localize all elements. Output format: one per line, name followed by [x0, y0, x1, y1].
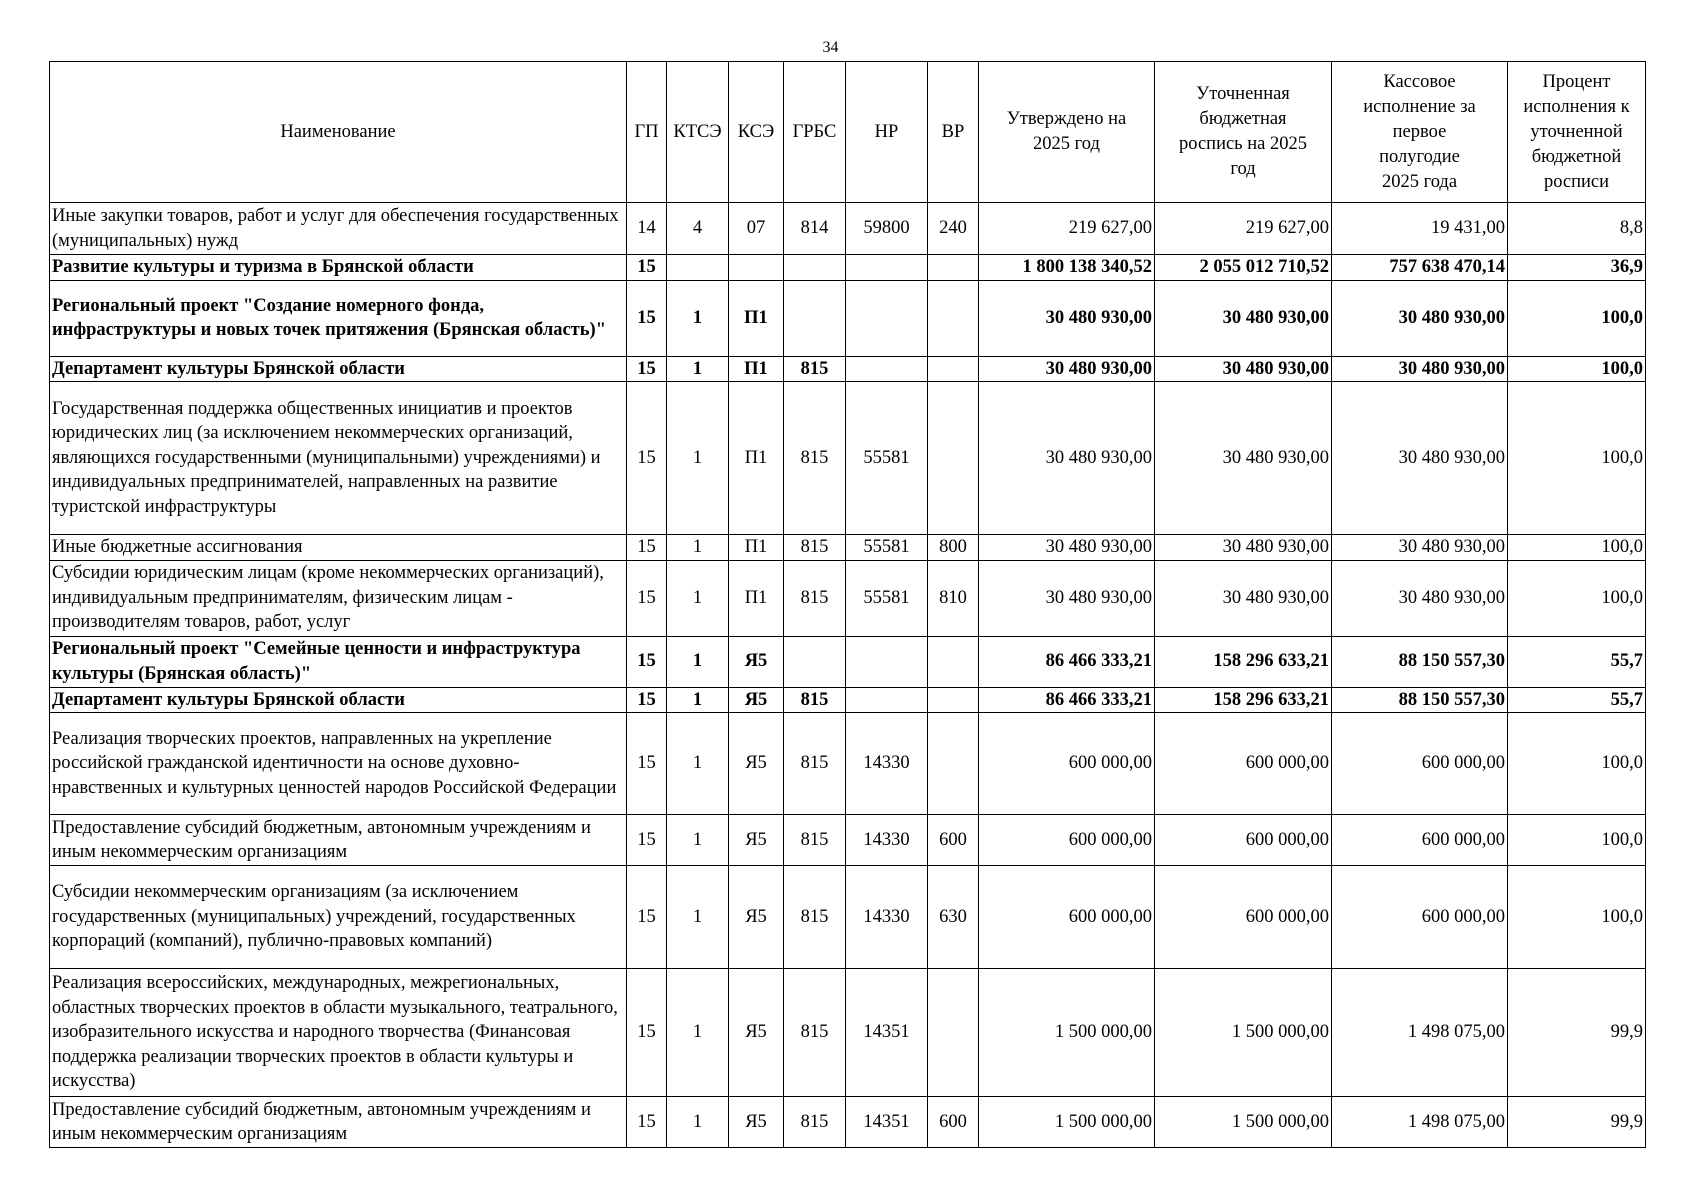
row-refined: 30 480 930,00 — [1155, 535, 1332, 561]
row-name: Департамент культуры Брянской области — [50, 687, 627, 713]
row-cash: 30 480 930,00 — [1332, 560, 1508, 636]
row-grbs — [784, 280, 846, 356]
table-row — [50, 280, 1646, 356]
row-gp: 15 — [627, 815, 667, 866]
row-name: Региональный проект "Семейные ценности и инфраструктура культуры (Брянская область)" — [50, 636, 627, 687]
row-percent: 99,9 — [1508, 969, 1646, 1097]
row-vr: 600 — [928, 815, 979, 866]
row-approved: 1 500 000,00 — [979, 1097, 1155, 1148]
row-ktse: 1 — [667, 280, 729, 356]
row-cash: 1 498 075,00 — [1332, 969, 1508, 1097]
row-vr — [928, 969, 979, 1097]
row-grbs: 815 — [784, 535, 846, 561]
row-percent: 55,7 — [1508, 636, 1646, 687]
row-gp: 15 — [627, 713, 667, 815]
row-percent: 100,0 — [1508, 280, 1646, 356]
row-ktse — [667, 255, 729, 281]
row-vr — [928, 636, 979, 687]
row-nr — [846, 356, 928, 382]
row-cash: 88 150 557,30 — [1332, 636, 1508, 687]
row-approved: 600 000,00 — [979, 713, 1155, 815]
row-grbs: 815 — [784, 560, 846, 636]
row-percent: 55,7 — [1508, 687, 1646, 713]
row-refined: 219 627,00 — [1155, 203, 1332, 255]
row-kse — [729, 255, 784, 281]
row-refined: 158 296 633,21 — [1155, 687, 1332, 713]
row-gp: 15 — [627, 866, 667, 969]
table-row — [50, 636, 1646, 687]
row-kse: Я5 — [729, 815, 784, 866]
row-name: Департамент культуры Брянской области — [50, 356, 627, 382]
row-percent: 100,0 — [1508, 382, 1646, 535]
row-kse: Я5 — [729, 687, 784, 713]
row-name: Реализация творческих проектов, направленных на укрепление российской гражданской идентичности на основе духовно-нравственных и культурных ценностей народов Российской Федерации — [50, 713, 627, 815]
row-refined: 600 000,00 — [1155, 815, 1332, 866]
row-kse: Я5 — [729, 713, 784, 815]
row-grbs: 815 — [784, 713, 846, 815]
row-name: Иные бюджетные ассигнования — [50, 535, 627, 561]
row-refined: 30 480 930,00 — [1155, 356, 1332, 382]
header-name: Наименование — [50, 62, 627, 203]
row-gp: 15 — [627, 636, 667, 687]
row-vr — [928, 687, 979, 713]
row-percent: 100,0 — [1508, 560, 1646, 636]
row-approved: 30 480 930,00 — [979, 280, 1155, 356]
table-row — [50, 560, 1646, 636]
header-refined: Уточненная бюджетная роспись на 2025 год — [1155, 62, 1332, 203]
row-nr — [846, 255, 928, 281]
row-grbs: 815 — [784, 356, 846, 382]
row-refined: 2 055 012 710,52 — [1155, 255, 1332, 281]
row-vr — [928, 255, 979, 281]
row-cash: 600 000,00 — [1332, 815, 1508, 866]
row-refined: 30 480 930,00 — [1155, 280, 1332, 356]
row-percent: 100,0 — [1508, 713, 1646, 815]
table-row — [50, 815, 1646, 866]
row-nr: 55581 — [846, 382, 928, 535]
row-grbs: 815 — [784, 969, 846, 1097]
row-gp: 15 — [627, 356, 667, 382]
row-grbs: 815 — [784, 866, 846, 969]
row-name: Субсидии юридическим лицам (кроме некоммерческих организаций), индивидуальным предпринимателям, физическим лицам - производителям товаров, работ, услуг — [50, 560, 627, 636]
row-name: Предоставление субсидий бюджетным, автономным учреждениям и иным некоммерческим организациям — [50, 1097, 627, 1148]
row-gp: 15 — [627, 382, 667, 535]
header-kse: КСЭ — [729, 62, 784, 203]
row-approved: 1 800 138 340,52 — [979, 255, 1155, 281]
row-percent: 100,0 — [1508, 535, 1646, 561]
row-approved: 30 480 930,00 — [979, 356, 1155, 382]
row-name: Реализация всероссийских, международных, межрегиональных, областных творческих проектов в области музыкального, театрального, изобразительного искусства и народного творчества (Финансовая поддержка реализации творческих проектов в области культуры и искусства) — [50, 969, 627, 1097]
row-percent: 100,0 — [1508, 356, 1646, 382]
row-approved: 30 480 930,00 — [979, 382, 1155, 535]
row-nr — [846, 687, 928, 713]
header-gp: ГП — [627, 62, 667, 203]
table-row — [50, 382, 1646, 535]
row-gp: 14 — [627, 203, 667, 255]
row-cash: 30 480 930,00 — [1332, 356, 1508, 382]
row-kse: П1 — [729, 535, 784, 561]
row-kse: П1 — [729, 280, 784, 356]
row-percent: 99,9 — [1508, 1097, 1646, 1148]
row-ktse: 1 — [667, 969, 729, 1097]
row-name: Развитие культуры и туризма в Брянской области — [50, 255, 627, 281]
row-ktse: 1 — [667, 356, 729, 382]
row-percent: 100,0 — [1508, 815, 1646, 866]
row-vr: 240 — [928, 203, 979, 255]
row-cash: 88 150 557,30 — [1332, 687, 1508, 713]
row-percent: 100,0 — [1508, 866, 1646, 969]
row-ktse: 1 — [667, 382, 729, 535]
row-ktse: 4 — [667, 203, 729, 255]
row-kse: Я5 — [729, 866, 784, 969]
row-percent: 36,9 — [1508, 255, 1646, 281]
table-row — [50, 866, 1646, 969]
row-ktse: 1 — [667, 866, 729, 969]
row-vr: 800 — [928, 535, 979, 561]
row-ktse: 1 — [667, 535, 729, 561]
header-percent: Процент исполнения к уточненной бюджетной росписи — [1508, 62, 1646, 203]
row-nr — [846, 280, 928, 356]
row-vr: 630 — [928, 866, 979, 969]
row-kse: Я5 — [729, 636, 784, 687]
row-gp: 15 — [627, 1097, 667, 1148]
row-kse: П1 — [729, 356, 784, 382]
page-number-text: 34 — [822, 39, 839, 56]
row-refined: 158 296 633,21 — [1155, 636, 1332, 687]
row-grbs: 815 — [784, 687, 846, 713]
row-kse: П1 — [729, 382, 784, 535]
table-row — [50, 203, 1646, 255]
row-gp: 15 — [627, 535, 667, 561]
row-name: Государственная поддержка общественных инициатив и проектов юридических лиц (за исключением некоммерческих организаций, являющихся государственными (муниципальными) учреждениями) и индивидуальных предпринимателей, направленных на развитие туристской инфраструктуры — [50, 382, 627, 535]
row-approved: 30 480 930,00 — [979, 560, 1155, 636]
row-refined: 600 000,00 — [1155, 713, 1332, 815]
row-cash: 1 498 075,00 — [1332, 1097, 1508, 1148]
page-number — [0, 39, 1691, 57]
row-kse: 07 — [729, 203, 784, 255]
row-grbs — [784, 255, 846, 281]
row-approved: 86 466 333,21 — [979, 636, 1155, 687]
table-row — [50, 1097, 1646, 1148]
table-row — [50, 969, 1646, 1097]
header-ktse: КТСЭ — [667, 62, 729, 203]
row-vr: 810 — [928, 560, 979, 636]
row-cash: 600 000,00 — [1332, 713, 1508, 815]
budget-table — [49, 61, 1646, 1148]
row-vr — [928, 382, 979, 535]
row-grbs: 815 — [784, 815, 846, 866]
row-cash: 30 480 930,00 — [1332, 535, 1508, 561]
header-grbs: ГРБС — [784, 62, 846, 203]
row-ktse: 1 — [667, 636, 729, 687]
table-header-row — [50, 62, 1646, 203]
row-cash: 757 638 470,14 — [1332, 255, 1508, 281]
row-kse: П1 — [729, 560, 784, 636]
row-kse: Я5 — [729, 1097, 784, 1148]
row-nr: 59800 — [846, 203, 928, 255]
row-nr: 14351 — [846, 1097, 928, 1148]
row-gp: 15 — [627, 560, 667, 636]
row-approved: 219 627,00 — [979, 203, 1155, 255]
row-cash: 30 480 930,00 — [1332, 382, 1508, 535]
row-approved: 86 466 333,21 — [979, 687, 1155, 713]
row-name: Иные закупки товаров, работ и услуг для обеспечения государственных (муниципальных) нужд — [50, 203, 627, 255]
row-vr: 600 — [928, 1097, 979, 1148]
row-approved: 600 000,00 — [979, 815, 1155, 866]
header-cash: Кассовое исполнение за первое полугодие 2025 года — [1332, 62, 1508, 203]
table-row — [50, 713, 1646, 815]
row-cash: 600 000,00 — [1332, 866, 1508, 969]
row-grbs: 815 — [784, 1097, 846, 1148]
header-vr: ВР — [928, 62, 979, 203]
row-nr: 55581 — [846, 560, 928, 636]
row-refined: 30 480 930,00 — [1155, 560, 1332, 636]
row-grbs: 815 — [784, 382, 846, 535]
row-name: Предоставление субсидий бюджетным, автономным учреждениям и иным некоммерческим организациям — [50, 815, 627, 866]
row-nr: 14330 — [846, 815, 928, 866]
row-refined: 1 500 000,00 — [1155, 1097, 1332, 1148]
row-kse: Я5 — [729, 969, 784, 1097]
table-row — [50, 535, 1646, 561]
row-refined: 30 480 930,00 — [1155, 382, 1332, 535]
header-nr: НР — [846, 62, 928, 203]
row-grbs: 814 — [784, 203, 846, 255]
row-refined: 1 500 000,00 — [1155, 969, 1332, 1097]
row-vr — [928, 280, 979, 356]
row-nr — [846, 636, 928, 687]
row-cash: 30 480 930,00 — [1332, 280, 1508, 356]
row-cash: 19 431,00 — [1332, 203, 1508, 255]
row-grbs — [784, 636, 846, 687]
row-vr — [928, 356, 979, 382]
row-gp: 15 — [627, 280, 667, 356]
row-approved: 30 480 930,00 — [979, 535, 1155, 561]
row-name: Субсидии некоммерческим организациям (за исключением государственных (муниципальных) учреждений, государственных корпораций (компаний), публично-правовых компаний) — [50, 866, 627, 969]
row-ktse: 1 — [667, 713, 729, 815]
header-approved: Утверждено на 2025 год — [979, 62, 1155, 203]
table-row — [50, 356, 1646, 382]
row-approved: 1 500 000,00 — [979, 969, 1155, 1097]
table-row — [50, 255, 1646, 281]
row-approved: 600 000,00 — [979, 866, 1155, 969]
table-row — [50, 687, 1646, 713]
row-nr: 14351 — [846, 969, 928, 1097]
row-ktse: 1 — [667, 815, 729, 866]
row-nr: 55581 — [846, 535, 928, 561]
row-nr: 14330 — [846, 866, 928, 969]
row-ktse: 1 — [667, 1097, 729, 1148]
row-nr: 14330 — [846, 713, 928, 815]
row-gp: 15 — [627, 255, 667, 281]
row-percent: 8,8 — [1508, 203, 1646, 255]
row-vr — [928, 713, 979, 815]
row-gp: 15 — [627, 687, 667, 713]
row-ktse: 1 — [667, 687, 729, 713]
row-gp: 15 — [627, 969, 667, 1097]
row-name: Региональный проект "Создание номерного фонда, инфраструктуры и новых точек притяжения (Брянская область)" — [50, 280, 627, 356]
row-refined: 600 000,00 — [1155, 866, 1332, 969]
row-ktse: 1 — [667, 560, 729, 636]
